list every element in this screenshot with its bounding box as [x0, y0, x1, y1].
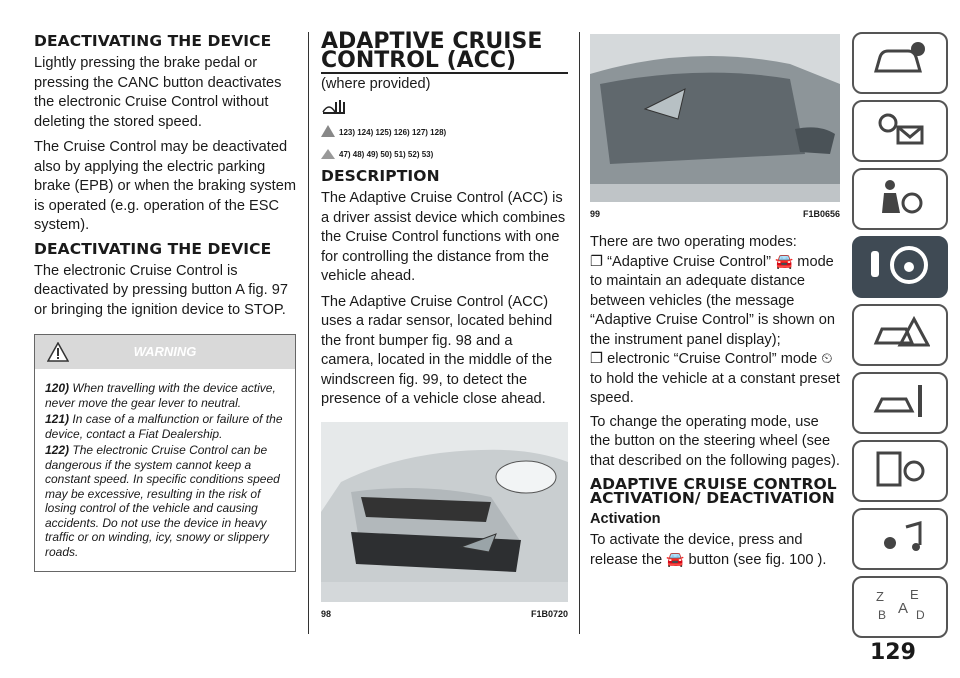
bullet-icon: ❐: [590, 253, 604, 270]
mode-item-cc: ❐ electronic “Cruise Control” mode ⏲ to hold the vehicle at a constant preset speed.: [590, 351, 840, 406]
paragraph: To change the operating mode, use the button on the steering wheel (see that described on the following pages).: [590, 413, 840, 469]
tab-car-info[interactable]: [852, 32, 948, 94]
tab-index[interactable]: [852, 576, 948, 638]
paragraph: The Adaptive Cruise Control (ACC) is a driver assist device which combines the Cruise Control functions with one for controlling the distance from the vehicle ahead.: [321, 190, 566, 284]
column-3: [590, 34, 840, 576]
steering-wheel-icon: [865, 243, 935, 292]
figure-98: [321, 422, 568, 619]
maintenance-icon: [870, 381, 930, 426]
paragraph: The electronic Cruise Control is deactivated by pressing button A fig. 97 or bringing the ignition device to STOP.: [34, 262, 288, 318]
bullet-icon: ❐: [590, 351, 604, 367]
svg-text:B: B: [878, 607, 887, 622]
svg-text:Z: Z: [876, 588, 884, 604]
page-title: ADAPTIVE CRUISE CONTROL (ACC): [321, 32, 568, 74]
index-icon: [870, 585, 930, 630]
warning-title: WARNING: [133, 344, 197, 359]
tab-warning-lights[interactable]: [852, 100, 948, 162]
car-info-icon: [870, 41, 930, 86]
car-front-image: [321, 422, 568, 602]
figure-99: [590, 34, 840, 219]
mode-item-acc: ❐ “Adaptive Cruise Control” 🚘 mode to maintain an adequate distance between vehicles (the message “Adaptive Cruise Control” is shown on the instrument panel display);: [590, 253, 835, 348]
technical-data-icon: [870, 449, 930, 494]
section-heading: ADAPTIVE CRUISE CONTROL ACTIVATION/ DEACTIVATION: [590, 475, 837, 507]
emergency-icon: [870, 313, 930, 358]
safety-icon: [870, 177, 930, 222]
tab-maintenance[interactable]: [852, 372, 948, 434]
warning-item: 122) The electronic Cruise Control can be dangerous if the system cannot keep a constant speed. In specific conditions speed may be excessive, resulting in the risk of losing control of the vehicle and causing accidents. Do not use the device in heavy traffic or on winding, icy, snowy or slippery roads.: [45, 443, 280, 559]
figure-caption: 98 F1B0720: [321, 608, 568, 619]
acc-button-icon: 🚘: [666, 551, 685, 568]
paragraph: The Cruise Control may be deactivated also by applying the electric parking brake (EPB) or when the braking system is operated (e.g. operation of the ESC system).: [34, 139, 296, 233]
svg-text:A: A: [898, 599, 909, 617]
tab-safety[interactable]: [852, 168, 948, 230]
tab-technical-data[interactable]: [852, 440, 948, 502]
chapter-sidebar: [852, 32, 948, 644]
warning-box: [34, 334, 296, 572]
svg-text:E: E: [910, 586, 919, 602]
svg-text:D: D: [916, 607, 925, 622]
column-1: [34, 28, 296, 572]
paragraph: The Adaptive Cruise Control (ACC) uses a radar sensor, located behind the front bumper fig. 98 and a camera, located in the middle of the windscreen fig. 99, to detect the presence of a vehicle close ahead.: [321, 293, 553, 407]
acc-symbol-icon: [321, 98, 568, 121]
page-number: 129: [870, 640, 916, 665]
paragraph: To activate the device, press and release the 🚘 button (see fig. 100 ).: [590, 532, 827, 568]
warning-body: [35, 369, 295, 571]
column-divider: [308, 32, 309, 634]
paragraph: There are two operating modes:: [590, 234, 797, 250]
section-heading: DEACTIVATING THE DEVICE: [34, 239, 272, 258]
paragraph: Lightly pressing the brake pedal or pressing the CANC button deactivates the electronic Cruise Control without deleting the stored speed.: [34, 55, 282, 130]
figure-caption: 99 F1B0656: [590, 209, 840, 219]
tab-starting-driving[interactable]: [852, 236, 948, 298]
windscreen-image: [590, 34, 840, 202]
warning-item: 120) When travelling with the device active, never move the gear lever to neutral.: [45, 381, 276, 410]
section-heading: DESCRIPTION: [321, 167, 440, 185]
speedometer-icon: ⏲: [821, 351, 833, 367]
warning-lights-icon: [870, 109, 930, 154]
warning-item: 121) In case of a malfunction or failure of the device, contact a Fiat Dealership.: [45, 412, 283, 441]
section-heading: DEACTIVATING THE DEVICE: [34, 32, 272, 50]
subtitle: (where provided): [321, 76, 431, 92]
note-refs: 47) 48) 49) 50) 51) 52) 53): [321, 147, 568, 161]
multimedia-icon: [870, 517, 930, 562]
tab-emergency[interactable]: [852, 304, 948, 366]
warning-header: [35, 335, 295, 369]
hand-note-icon: [321, 147, 335, 161]
warning-small-icon: [321, 125, 335, 139]
subheading: Activation: [590, 511, 661, 527]
tab-multimedia[interactable]: [852, 508, 948, 570]
warning-triangle-icon: [47, 341, 69, 375]
warning-refs: 123) 124) 125) 126) 127) 128): [321, 125, 568, 139]
column-2: [321, 28, 568, 619]
acc-car-icon: 🚘: [775, 253, 794, 270]
column-divider: [579, 32, 580, 634]
